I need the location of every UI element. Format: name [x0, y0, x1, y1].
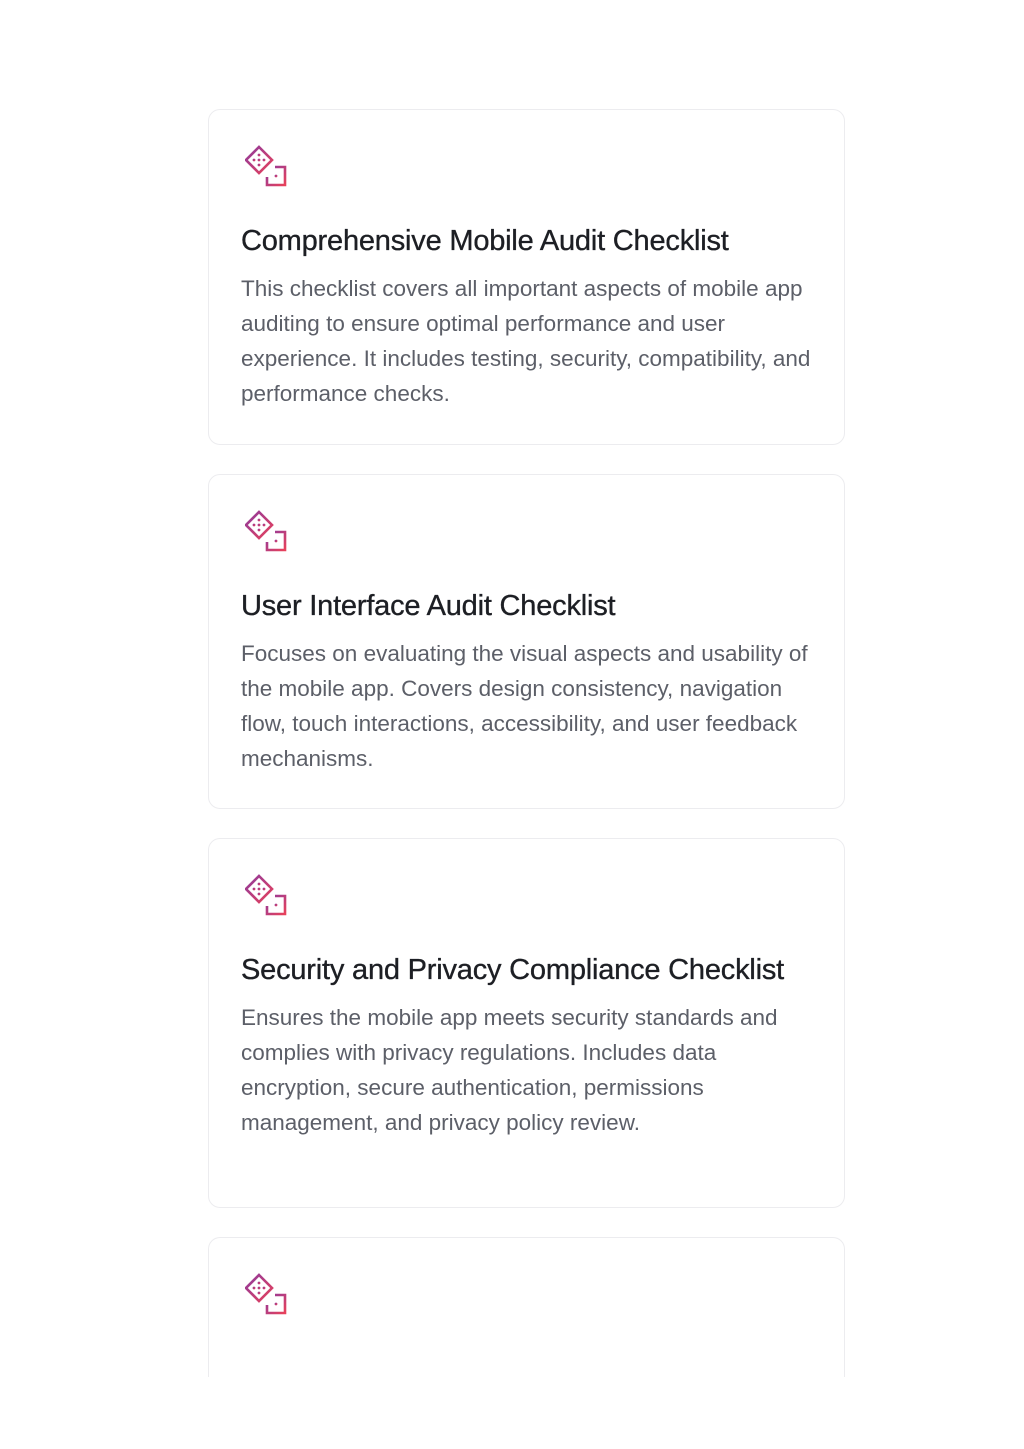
dice-icon	[245, 874, 293, 922]
card-title: User Interface Audit Checklist	[241, 590, 616, 622]
card-title: Security and Privacy Compliance Checklist	[241, 954, 785, 986]
dice-icon	[245, 145, 293, 193]
card-description: This checklist covers all important aspects of mobile app auditing to ensure optimal performance and user experience. It includes testing, security, compatibility, and performance checks.	[241, 276, 811, 406]
dice-icon	[245, 1273, 293, 1321]
card-description: Ensures the mobile app meets security standards and complies with privacy regulations. Includes data encryption, secure authentication, permissions management, and privacy policy review.	[241, 1005, 778, 1135]
checklist-card-list	[208, 109, 845, 1406]
checklist-card[interactable]	[208, 1237, 845, 1377]
card-description: Focuses on evaluating the visual aspects and usability of the mobile app. Covers design consistency, navigation flow, touch interactions, accessibility, and user feedback mechanisms.	[241, 641, 808, 771]
checklist-card[interactable]	[208, 838, 845, 1208]
card-title: Comprehensive Mobile Audit Checklist	[241, 225, 729, 257]
checklist-card[interactable]	[208, 474, 845, 809]
checklist-card[interactable]	[208, 109, 845, 445]
dice-icon	[245, 510, 293, 558]
